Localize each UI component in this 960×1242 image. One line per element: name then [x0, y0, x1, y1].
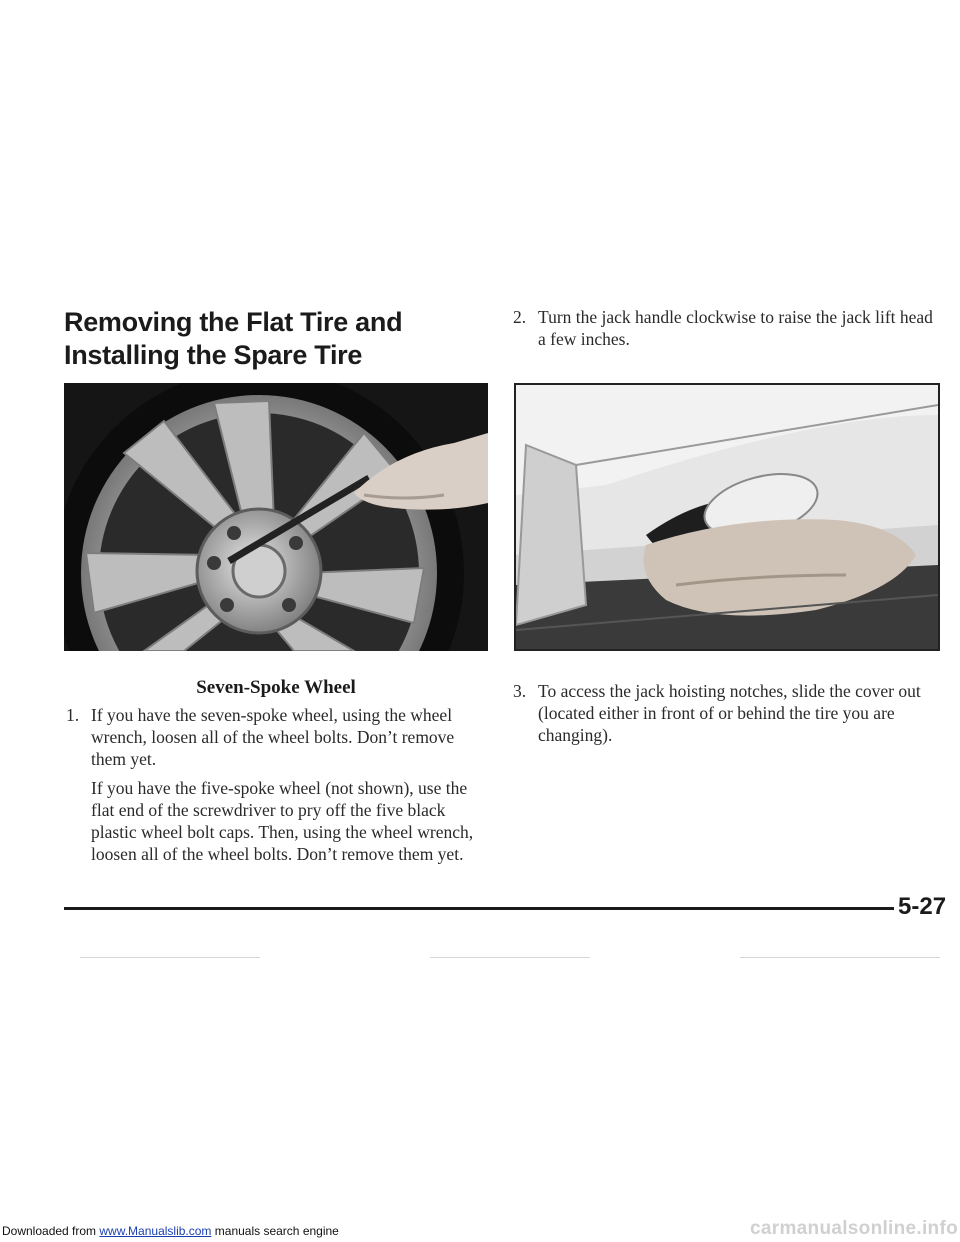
footer-suffix: manuals search engine: [211, 1224, 339, 1238]
step-number: 2.: [513, 307, 527, 327]
section-heading: Removing the Flat Tire and Installing the Spare Tire: [64, 307, 403, 370]
photo-caption: Seven-Spoke Wheel: [196, 677, 356, 698]
footer-rule: [64, 907, 894, 910]
step-number: 1.: [66, 705, 80, 725]
manualslib-link[interactable]: www.Manualslib.com: [99, 1224, 212, 1238]
step-text: If you have the seven-spoke wheel, using the wheel wrench, loosen all of the wheel bolts. Don’t remove them yet.: [91, 705, 455, 769]
jack-cover-illustration: [516, 385, 938, 649]
page-number: 5-27: [898, 893, 947, 920]
wheel-illustration: [64, 383, 488, 651]
step-number: 3.: [513, 681, 527, 701]
faint-divider: [80, 957, 260, 958]
footer-prefix: Downloaded from: [2, 1224, 100, 1238]
watermark-text: carmanualsonline.info: [750, 1218, 958, 1239]
step-text: To access the jack hoisting notches, slide the cover out (located either in front of or behind the tire you are changing).: [538, 681, 921, 745]
download-footer: [2, 1224, 339, 1238]
faint-divider: [430, 957, 590, 958]
jack-cover-photo: [514, 383, 940, 651]
five-spoke-paragraph: If you have the five-spoke wheel (not shown), use the flat end of the screwdriver to pry off the five black plastic wheel bolt caps. Then, using the wheel wrench, loosen all of the wheel bolts. Don’t remove them yet.: [91, 778, 474, 864]
wheel-photo: [64, 383, 488, 651]
faint-divider: [740, 957, 940, 958]
step-text: Turn the jack handle clockwise to raise the jack lift head a few inches.: [538, 307, 933, 349]
